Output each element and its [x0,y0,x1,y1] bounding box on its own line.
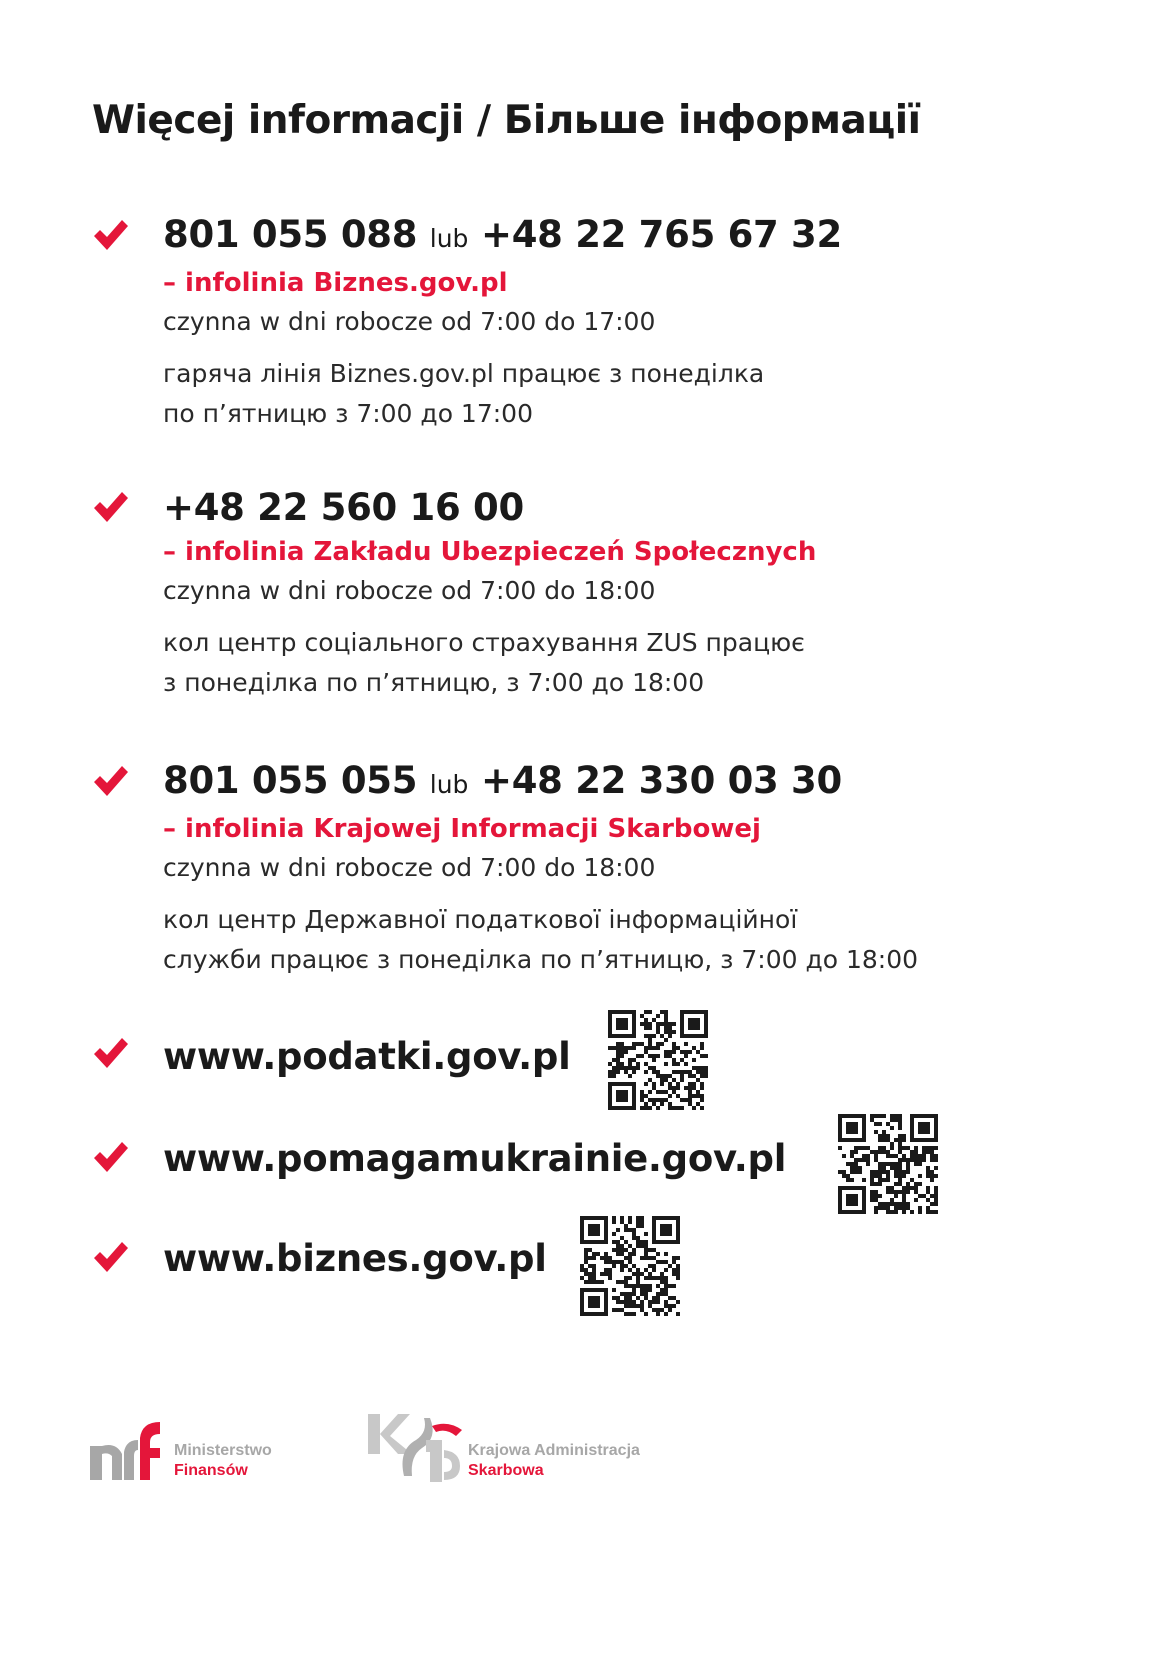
phone-line [163,212,1123,262]
website-link-biznes[interactable]: www.biznes.gov.pl [163,1237,547,1280]
checkmark-icon [92,1140,130,1174]
checkmark-icon [92,1036,130,1070]
phone-number[interactable]: +48 22 560 16 00 [163,486,524,529]
qr-code-graphic [608,1010,708,1110]
kas-logo-text [468,1441,640,1481]
qr-code-icon[interactable] [580,1216,680,1316]
checkmark-icon [92,764,130,798]
phone-number[interactable]: +48 22 765 67 32 [481,213,842,256]
website-link-pomagamukrainie[interactable]: www.pomagamukrainie.gov.pl [163,1137,787,1180]
ministry-logo-text [174,1441,272,1481]
phone-number[interactable]: +48 22 330 03 30 [481,759,842,802]
phone-number[interactable]: 801 055 088 [163,213,418,256]
kas-logo-icon [368,1410,464,1482]
hours-pl: czynna w dni robocze od 7:00 do 18:00 [163,576,656,605]
qr-code-graphic [838,1114,938,1214]
qr-code-icon[interactable] [608,1010,708,1110]
hours-ua [163,623,1123,703]
logo-line: Skarbowa [468,1462,544,1479]
contact-biznes [163,212,1123,434]
phone-line [163,758,1123,808]
infoline-name: – infolinia Krajowej Informacji Skarbowej [163,814,761,844]
infoline-name: – infolinia Biznes.gov.pl [163,268,508,298]
hours-ua-line: по п’ятницю з 7:00 до 17:00 [163,399,533,428]
phone-number[interactable]: 801 055 055 [163,759,418,802]
qr-code-graphic [580,1216,680,1316]
checkmark-icon [92,490,130,524]
hours-ua [163,354,1123,434]
connector-text: lub [429,770,469,799]
hours-ua-line: гаряча лінія Biznes.gov.pl працює з понеділка [163,359,765,388]
ministry-of-finance-logo-icon [90,1418,170,1482]
page-title: Więcej informacji / Більше інформації [92,98,921,143]
logo-line: Finansów [174,1462,248,1479]
checkmark-icon [92,1240,130,1274]
hours-ua-line: служби працює з понеділка по п’ятницю, з 7:00 до 18:00 [163,945,919,974]
qr-code-icon[interactable] [838,1114,938,1214]
phone-line [163,485,1123,531]
hours-ua-line: кол центр соціального страхування ZUS працює [163,628,805,657]
hours-pl: czynna w dni robocze od 7:00 do 18:00 [163,853,656,882]
connector-text: lub [429,224,469,253]
contact-zus [163,485,1123,703]
hours-ua [163,900,1123,980]
infoline-name: – infolinia Zakładu Ubezpieczeń Społecznych [163,537,817,567]
hours-ua-line: з понеділка по п’ятницю, з 7:00 до 18:00 [163,668,705,697]
logo-line: Ministerstwo [174,1442,272,1459]
hours-ua-line: кол центр Державної податкової інформаційної [163,905,798,934]
logo-line: Krajowa Administracja [468,1442,640,1459]
checkmark-icon [92,218,130,252]
hours-pl: czynna w dni robocze od 7:00 do 17:00 [163,307,656,336]
contact-kis [163,758,1123,980]
website-link-podatki[interactable]: www.podatki.gov.pl [163,1035,571,1078]
